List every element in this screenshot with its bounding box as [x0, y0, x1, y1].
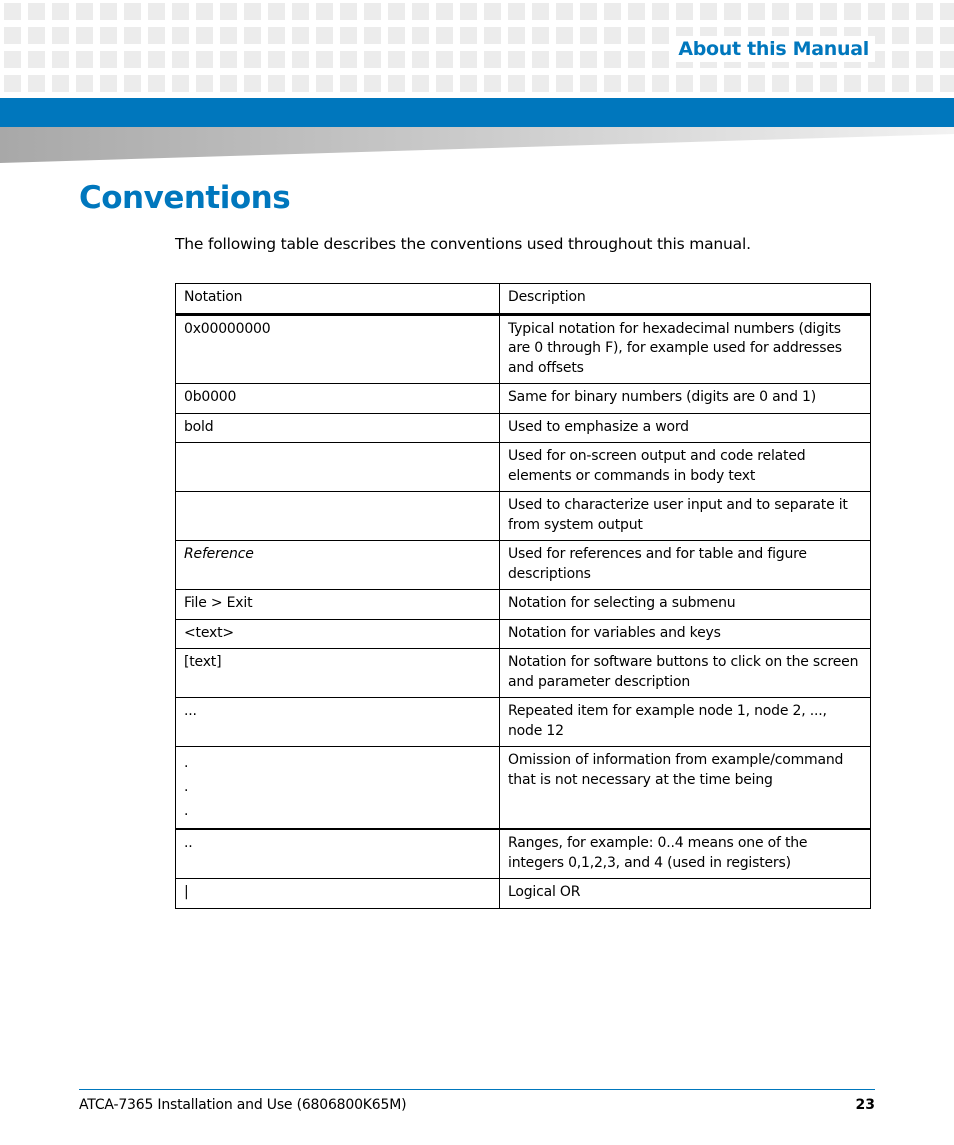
reference-notation: Reference: [184, 546, 254, 562]
intro-paragraph: The following table describes the conventions used throughout this manual.: [175, 235, 751, 253]
notation-cell: [176, 541, 500, 590]
table-row: [176, 747, 871, 830]
description-cell: Notation for variables and keys: [500, 619, 871, 649]
table-row: [176, 413, 871, 443]
footer-document-title: ATCA-7365 Installation and Use (6806800K65M): [79, 1097, 407, 1113]
footer-page-number: 23: [855, 1097, 875, 1113]
description-cell: Notation for software buttons to click on the screen and parameter description: [500, 649, 871, 698]
description-cell: Notation for selecting a submenu: [500, 590, 871, 620]
table-row: [176, 443, 871, 492]
description-cell: Logical OR: [500, 879, 871, 909]
header-gray-wedge: [0, 127, 954, 163]
table-row: [176, 829, 871, 879]
table-row: [176, 314, 871, 384]
description-cell: Used for references and for table and figure descriptions: [500, 541, 871, 590]
notation-cell: |: [176, 879, 500, 909]
description-cell: Ranges, for example: 0..4 means one of the integers 0,1,2,3, and 4 (used in registers): [500, 829, 871, 879]
description-cell: Used to characterize user input and to separate it from system output: [500, 492, 871, 541]
description-cell: Omission of information from example/command that is not necessary at the time being: [500, 747, 871, 830]
notation-cell: <text>: [176, 619, 500, 649]
notation-cell: . . .: [176, 747, 500, 830]
description-cell: Used for on-screen output and code related elements or commands in body text: [500, 443, 871, 492]
header-section-title: About this Manual: [672, 36, 875, 62]
notation-cell: 0x00000000: [176, 314, 500, 384]
table-row: [176, 492, 871, 541]
description-cell: Typical notation for hexadecimal numbers (digits are 0 through F), for example used for addresses and offsets: [500, 314, 871, 384]
notation-cell: [176, 492, 500, 541]
table-header-row: [176, 284, 871, 315]
notation-cell: [176, 443, 500, 492]
table-row: [176, 698, 871, 747]
page-title: Conventions: [79, 180, 291, 216]
table-row: [176, 879, 871, 909]
table-row: [176, 384, 871, 414]
description-cell: Used to emphasize a word: [500, 413, 871, 443]
description-cell: Same for binary numbers (digits are 0 and 1): [500, 384, 871, 414]
table-row: [176, 649, 871, 698]
notation-cell: bold: [176, 413, 500, 443]
notation-cell: 0b0000: [176, 384, 500, 414]
notation-cell: ..: [176, 829, 500, 879]
table-row: [176, 619, 871, 649]
header-blue-band: [0, 98, 954, 127]
notation-cell: File > Exit: [176, 590, 500, 620]
table-row: [176, 541, 871, 590]
table-row: [176, 590, 871, 620]
notation-cell: ...: [176, 698, 500, 747]
header-description: Description: [500, 284, 871, 315]
footer-divider: [79, 1089, 875, 1090]
header-notation: Notation: [176, 284, 500, 315]
conventions-table: [175, 283, 871, 909]
description-cell: Repeated item for example node 1, node 2, ..., node 12: [500, 698, 871, 747]
notation-cell: [text]: [176, 649, 500, 698]
